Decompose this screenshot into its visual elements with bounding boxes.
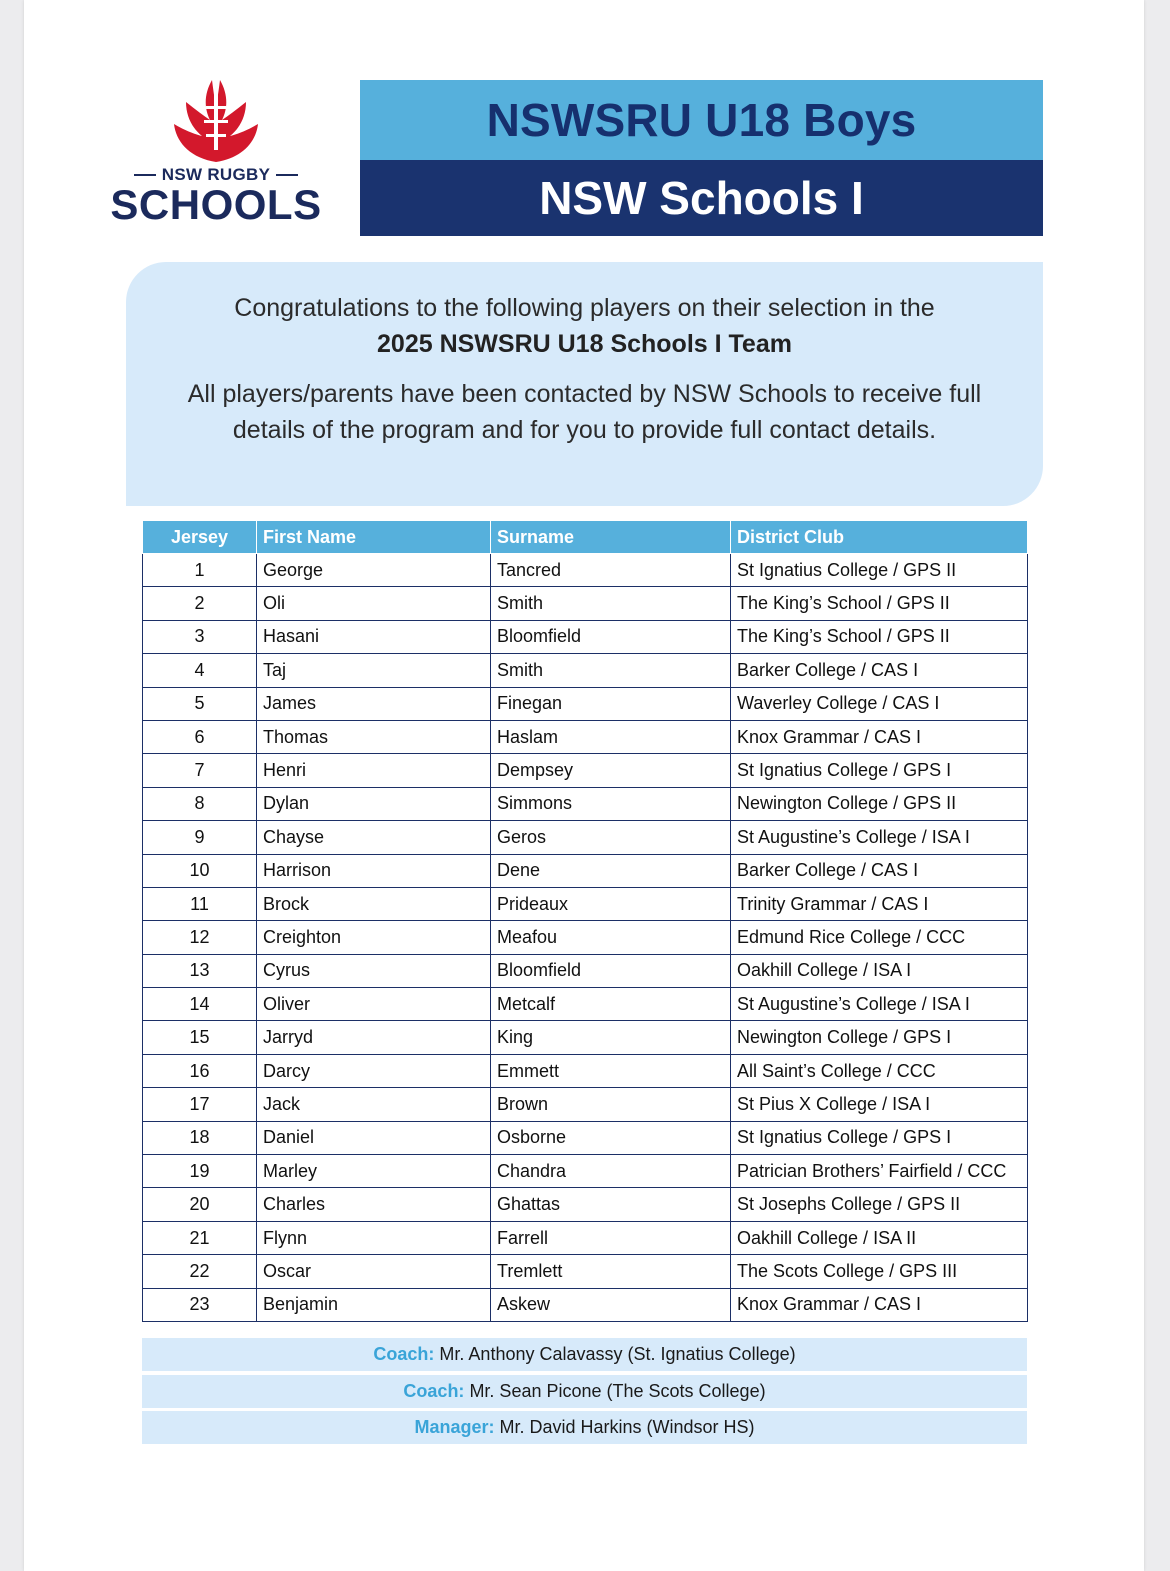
cell-surname: Dene <box>491 854 731 887</box>
cell-district-club: St Augustine’s College / ISA I <box>731 821 1028 854</box>
cell-district-club: St Augustine’s College / ISA I <box>731 988 1028 1021</box>
cell-jersey: 15 <box>143 1021 257 1054</box>
cell-jersey: 23 <box>143 1288 257 1321</box>
cell-first-name: Charles <box>257 1188 491 1221</box>
intro-line: Congratulations to the following players on their selection in the <box>234 294 935 322</box>
table-row <box>143 654 1028 687</box>
table-row <box>143 887 1028 920</box>
cell-first-name: Daniel <box>257 1121 491 1154</box>
cell-surname: King <box>491 1021 731 1054</box>
cell-surname: Emmett <box>491 1054 731 1087</box>
cell-jersey: 10 <box>143 854 257 887</box>
header-subtitle: NSW Schools I <box>360 160 1043 236</box>
table-row <box>143 1088 1028 1121</box>
cell-surname: Askew <box>491 1288 731 1321</box>
table-row <box>143 587 1028 620</box>
cell-jersey: 9 <box>143 821 257 854</box>
cell-surname: Smith <box>491 587 731 620</box>
cell-district-club: Oakhill College / ISA I <box>731 954 1028 987</box>
cell-district-club: Barker College / CAS I <box>731 654 1028 687</box>
staff-name: Mr. David Harkins (Windsor HS) <box>499 1417 755 1437</box>
table-row <box>143 687 1028 720</box>
table-row <box>143 720 1028 753</box>
cell-district-club: The Scots College / GPS III <box>731 1255 1028 1288</box>
cell-jersey: 14 <box>143 988 257 1021</box>
intro-panel <box>126 262 1043 506</box>
cell-jersey: 2 <box>143 587 257 620</box>
nsw-rugby-schools-logo <box>108 76 324 228</box>
table-row <box>143 854 1028 887</box>
cell-jersey: 18 <box>143 1121 257 1154</box>
cell-district-club: Knox Grammar / CAS I <box>731 720 1028 753</box>
cell-district-club: Trinity Grammar / CAS I <box>731 887 1028 920</box>
cell-first-name: Oscar <box>257 1255 491 1288</box>
table-row <box>143 1054 1028 1087</box>
cell-district-club: St Ignatius College / GPS I <box>731 754 1028 787</box>
cell-surname: Smith <box>491 654 731 687</box>
cell-district-club: St Josephs College / GPS II <box>731 1188 1028 1221</box>
intro-line: All players/parents have been contacted by NSW Schools to receive full <box>187 380 982 408</box>
cell-surname: Farrell <box>491 1221 731 1254</box>
cell-district-club: Knox Grammar / CAS I <box>731 1288 1028 1321</box>
cell-surname: Geros <box>491 821 731 854</box>
staff-name: Mr. Sean Picone (The Scots College) <box>469 1380 766 1401</box>
staff-role: Coach: <box>373 1344 435 1364</box>
header-first-name: First Name <box>257 521 491 554</box>
cell-first-name: James <box>257 687 491 720</box>
cell-jersey: 16 <box>143 1054 257 1087</box>
cell-district-club: The King’s School / GPS II <box>731 620 1028 653</box>
cell-first-name: Jarryd <box>257 1021 491 1054</box>
table-row <box>143 1288 1028 1321</box>
table-row <box>143 988 1028 1021</box>
staff-row <box>142 1375 1027 1408</box>
document-page <box>24 0 1144 1571</box>
cell-first-name: Thomas <box>257 720 491 753</box>
cell-district-club: St Ignatius College / GPS II <box>731 554 1028 587</box>
cell-first-name: Benjamin <box>257 1288 491 1321</box>
cell-district-club: Newington College / GPS II <box>731 787 1028 820</box>
cell-surname: Ghattas <box>491 1188 731 1221</box>
cell-jersey: 13 <box>143 954 257 987</box>
cell-first-name: Henri <box>257 754 491 787</box>
cell-first-name: Darcy <box>257 1054 491 1087</box>
cell-first-name: George <box>257 554 491 587</box>
intro-line: details of the program and for you to provide full contact details. <box>232 416 937 444</box>
cell-district-club: The King’s School / GPS II <box>731 587 1028 620</box>
cell-surname: Meafou <box>491 921 731 954</box>
cell-district-club: Edmund Rice College / CCC <box>731 921 1028 954</box>
cell-first-name: Brock <box>257 887 491 920</box>
cell-jersey: 4 <box>143 654 257 687</box>
cell-jersey: 3 <box>143 620 257 653</box>
cell-first-name: Flynn <box>257 1221 491 1254</box>
cell-jersey: 22 <box>143 1255 257 1288</box>
logo-wordmark: SCHOOLS <box>110 181 322 228</box>
cell-jersey: 19 <box>143 1155 257 1188</box>
cell-first-name: Hasani <box>257 620 491 653</box>
cell-surname: Osborne <box>491 1121 731 1154</box>
cell-first-name: Chayse <box>257 821 491 854</box>
table-row <box>143 1188 1028 1221</box>
table-row <box>143 554 1028 587</box>
cell-district-club: Newington College / GPS I <box>731 1021 1028 1054</box>
cell-district-club: All Saint’s College / CCC <box>731 1054 1028 1087</box>
cell-first-name: Jack <box>257 1088 491 1121</box>
cell-surname: Haslam <box>491 720 731 753</box>
header-jersey: Jersey <box>143 521 257 554</box>
logo-subtitle: NSW RUGBY <box>118 165 314 185</box>
cell-jersey: 21 <box>143 1221 257 1254</box>
cell-surname: Dempsey <box>491 754 731 787</box>
staff-name: Mr. Anthony Calavassy (St. Ignatius College) <box>439 1344 796 1364</box>
cell-surname: Finegan <box>491 687 731 720</box>
cell-jersey: 11 <box>143 887 257 920</box>
cell-first-name: Oli <box>257 587 491 620</box>
cell-jersey: 5 <box>143 687 257 720</box>
table-row <box>143 620 1028 653</box>
player-table <box>142 520 1028 1322</box>
cell-first-name: Harrison <box>257 854 491 887</box>
cell-first-name: Taj <box>257 654 491 687</box>
cell-jersey: 12 <box>143 921 257 954</box>
cell-surname: Bloomfield <box>491 954 731 987</box>
cell-jersey: 7 <box>143 754 257 787</box>
table-row <box>143 921 1028 954</box>
table-row <box>143 787 1028 820</box>
table-row <box>143 754 1028 787</box>
cell-district-club: St Pius X College / ISA I <box>731 1088 1028 1121</box>
cell-surname: Simmons <box>491 787 731 820</box>
cell-district-club: Oakhill College / ISA II <box>731 1221 1028 1254</box>
table-row <box>143 1255 1028 1288</box>
cell-surname: Metcalf <box>491 988 731 1021</box>
cell-first-name: Dylan <box>257 787 491 820</box>
cell-district-club: St Ignatius College / GPS I <box>731 1121 1028 1154</box>
staff-row <box>142 1411 1027 1444</box>
cell-first-name: Oliver <box>257 988 491 1021</box>
staff-role: Manager: <box>414 1417 495 1437</box>
staff-row <box>142 1338 1027 1371</box>
cell-surname: Prideaux <box>491 887 731 920</box>
cell-surname: Bloomfield <box>491 620 731 653</box>
table-row <box>143 1221 1028 1254</box>
table-header-row <box>143 521 1028 554</box>
cell-jersey: 1 <box>143 554 257 587</box>
cell-jersey: 20 <box>143 1188 257 1221</box>
cell-jersey: 6 <box>143 720 257 753</box>
intro-team-name: 2025 NSWSRU U18 Schools I Team <box>377 330 792 358</box>
cell-jersey: 17 <box>143 1088 257 1121</box>
cell-surname: Chandra <box>491 1155 731 1188</box>
waratah-icon <box>168 76 264 164</box>
cell-first-name: Marley <box>257 1155 491 1188</box>
table-row <box>143 954 1028 987</box>
cell-district-club: Patrician Brothers’ Fairfield / CCC <box>731 1155 1028 1188</box>
table-row <box>143 821 1028 854</box>
header-district-club: District Club <box>731 521 1028 554</box>
cell-jersey: 8 <box>143 787 257 820</box>
cell-district-club: Barker College / CAS I <box>731 854 1028 887</box>
cell-surname: Tancred <box>491 554 731 587</box>
cell-first-name: Creighton <box>257 921 491 954</box>
table-row <box>143 1121 1028 1154</box>
header-title: NSWSRU U18 Boys <box>360 80 1043 160</box>
table-row <box>143 1021 1028 1054</box>
cell-surname: Tremlett <box>491 1255 731 1288</box>
cell-surname: Brown <box>491 1088 731 1121</box>
cell-first-name: Cyrus <box>257 954 491 987</box>
header-surname: Surname <box>491 521 731 554</box>
cell-district-club: Waverley College / CAS I <box>731 687 1028 720</box>
staff-role: Coach: <box>403 1380 465 1401</box>
staff-list <box>142 1338 1027 1448</box>
table-row <box>143 1155 1028 1188</box>
